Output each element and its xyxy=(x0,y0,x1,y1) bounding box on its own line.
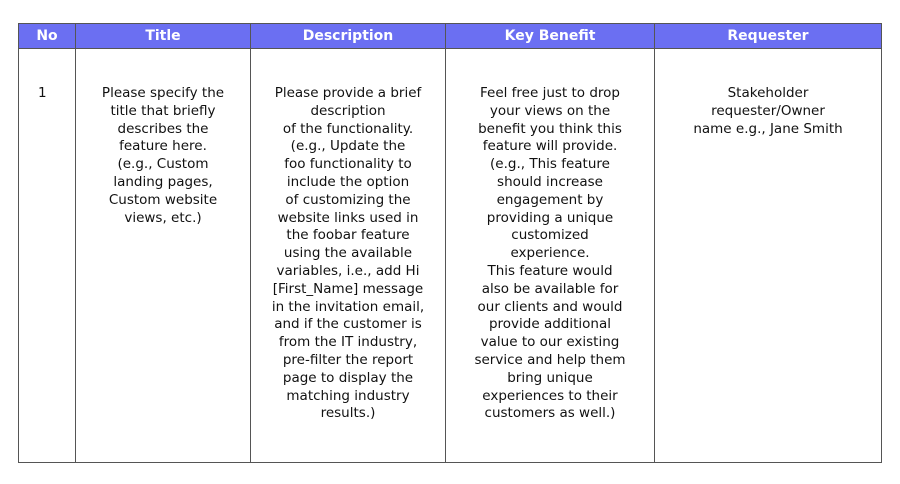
cell-requester: Stakeholder requester/Owner name e.g., Jane Smith xyxy=(655,49,882,463)
feature-request-table xyxy=(18,23,882,463)
header-key-benefit: Key Benefit xyxy=(446,24,655,49)
table-row xyxy=(19,49,882,463)
cell-no: 1 xyxy=(19,49,76,463)
feature-request-table-wrapper xyxy=(18,23,881,462)
header-row xyxy=(19,24,882,49)
header-requester: Requester xyxy=(655,24,882,49)
table-body xyxy=(19,49,882,463)
header-description: Description xyxy=(251,24,446,49)
header-title: Title xyxy=(76,24,251,49)
cell-key-benefit: Feel free just to drop your views on the benefit you think this feature will provide. (e.g., This feature should increase engagement by providing a unique customized experience. This feature would also be available for our clients and would provide additional value to our existing service and help them bring unique experiences to their customers as well.) xyxy=(446,49,655,463)
cell-title: Please specify the title that briefly describes the feature here. (e.g., Custom landing pages, Custom website views, etc.) xyxy=(76,49,251,463)
cell-description: Please provide a brief description of the functionality. (e.g., Update the foo functionality to include the option of customizing the website links used in the foobar feature using the available variables, i.e., add Hi [First_Name] message in the invitation email, and if the customer is from the IT industry, pre-filter the report page to display the matching industry results.) xyxy=(251,49,446,463)
header-no: No xyxy=(19,24,76,49)
table-header xyxy=(19,24,882,49)
